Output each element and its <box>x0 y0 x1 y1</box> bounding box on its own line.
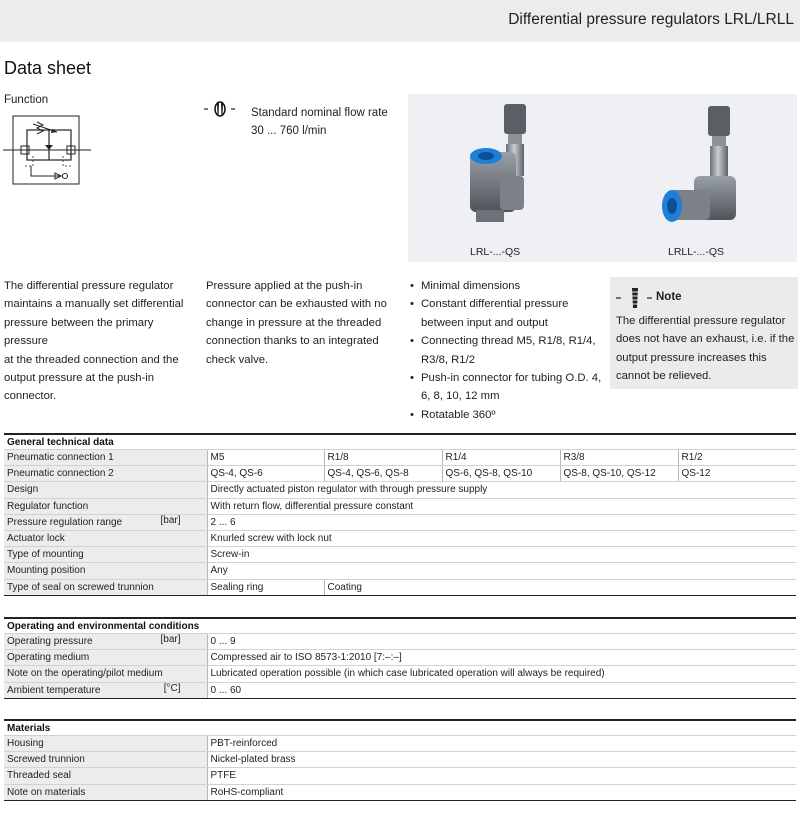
section-heading: General technical data <box>4 433 796 450</box>
table-row: Threaded seal PTFE <box>4 768 796 784</box>
feature-list <box>408 277 603 424</box>
table-row: Screwed trunnion Nickel-plated brass <box>4 752 796 768</box>
product-photo <box>408 94 797 262</box>
table-row: Housing PBT-reinforced <box>4 736 796 752</box>
table-row: Type of seal on screwed trunnion Sealing ring Coating <box>4 579 796 595</box>
table-row: Mounting position Any <box>4 563 796 579</box>
table-row: Pressure regulation range [bar] 2 ... 6 <box>4 514 796 530</box>
document-title: Differential pressure regulators LRL/LRLL <box>508 11 794 28</box>
flow-rate-icon <box>204 101 240 117</box>
product-lrl-image <box>408 94 797 262</box>
page-title: Data sheet <box>4 58 92 78</box>
function-label: Function <box>4 94 49 106</box>
materials-table <box>4 719 796 801</box>
table-row: Ambient temperature [°C] 0 ... 60 <box>4 682 796 698</box>
list-item: • Minimal dimensions <box>408 277 603 295</box>
table-row: Actuator lock Knurled screw with lock nut <box>4 530 796 546</box>
list-item: • Connecting thread M5, R1/8, R1/4, R3/8, R1/2 <box>408 332 603 369</box>
operating-conditions-table <box>4 617 796 699</box>
description-paragraph-1: The differential pressure regulator maintains a manually set differential pressure between the primary pressure at the threaded connection and the output pressure at the push-in connector. <box>4 280 184 403</box>
table-row: Design Directly actuated piston regulator with through pressure supply <box>4 482 796 498</box>
note-icon <box>616 287 654 309</box>
pneumatic-symbol-icon <box>3 112 91 188</box>
general-technical-data-table <box>4 433 796 596</box>
list-item: • Constant differential pressure between input and output <box>408 295 603 332</box>
note-text: The differential pressure regulator does not have an exhaust, i.e. if the output pressure increases this cannot be relieved. <box>616 315 795 383</box>
section-heading: Operating and environmental conditions <box>4 617 796 634</box>
table-row: Pneumatic connection 2 QS-4, QS-6 QS-4, QS-6, QS-8 QS-6, QS-8, QS-10 QS-8, QS-10, QS-12 QS-12 <box>4 466 796 482</box>
table-row: Operating pressure [bar] 0 ... 9 <box>4 634 796 650</box>
header-bar <box>0 0 800 42</box>
section-heading: Materials <box>4 719 796 736</box>
table-row: Regulator function With return flow, differential pressure constant <box>4 498 796 514</box>
table-row: Note on the operating/pilot medium Lubricated operation possible (in which case lubricated operation will always be required) <box>4 666 796 682</box>
caption-lrl: LRL-...-QS <box>470 246 521 258</box>
note-title: Note <box>656 291 682 303</box>
note-box <box>610 277 798 389</box>
description-paragraph-2: Pressure applied at the push-in connector can be exhausted with no change in pressure at the threaded connection thanks to an integrated check valve. <box>206 280 387 366</box>
list-item: • Push-in connector for tubing O.D. 4, 6, 8, 10, 12 mm <box>408 369 603 406</box>
table-row: Type of mounting Screw-in <box>4 547 796 563</box>
table-row: Pneumatic connection 1 M5 R1/8 R1/4 R3/8 R1/2 <box>4 450 796 466</box>
table-row: Note on materials RoHS-compliant <box>4 784 796 800</box>
flow-rate-text: Standard nominal flow rate 30 ... 760 l/min <box>251 107 388 137</box>
table-row: Operating medium Compressed air to ISO 8573-1:2010 [7:–:–] <box>4 650 796 666</box>
caption-lrll: LRLL-...-QS <box>668 246 725 258</box>
list-item: • Rotatable 360º <box>408 406 603 424</box>
